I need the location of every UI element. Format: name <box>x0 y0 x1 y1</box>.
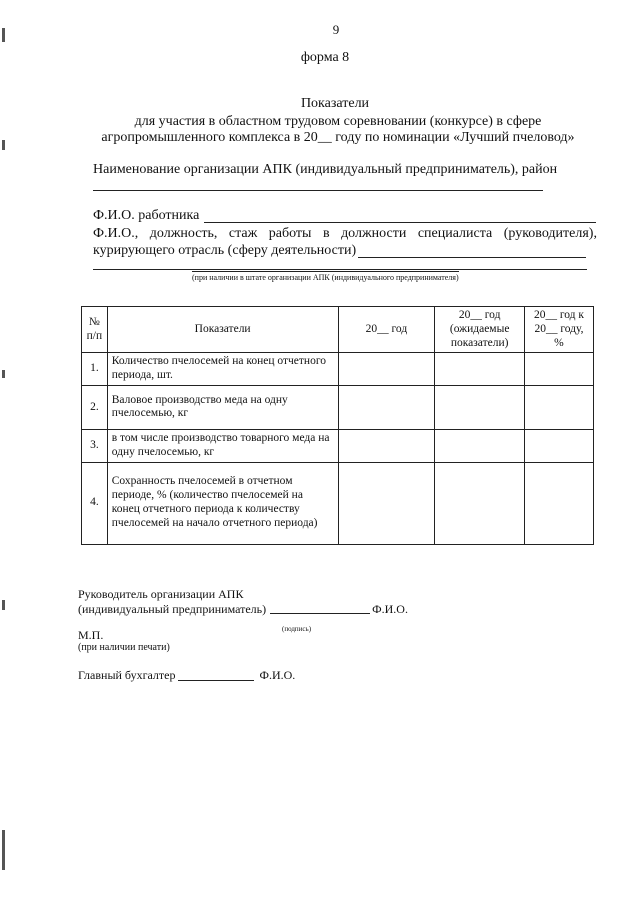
cell-year[interactable] <box>338 385 435 429</box>
position-word: Ф.И.О., <box>93 226 139 241</box>
position-note: (при наличии в штате организации АПК (индивидуального предпринимателя) <box>192 273 459 282</box>
scan-edge-mark <box>2 830 5 870</box>
document-title: Показатели <box>300 96 370 111</box>
scan-edge-mark <box>2 28 5 42</box>
position-field[interactable] <box>358 257 586 258</box>
table-row <box>82 429 594 462</box>
position-word: (руководителя), <box>503 226 597 241</box>
indicators-table <box>81 306 594 545</box>
cell-ratio[interactable] <box>524 462 593 544</box>
scan-edge-mark <box>2 370 5 378</box>
scan-edge-mark <box>2 600 5 610</box>
cell-ratio[interactable] <box>524 385 593 429</box>
position-word: в <box>322 226 330 241</box>
cell-expected[interactable] <box>435 353 525 386</box>
table-row <box>82 385 594 429</box>
position-word: стаж <box>228 226 258 241</box>
cell-ratio[interactable] <box>524 429 593 462</box>
stamp-label: М.П. <box>78 628 104 642</box>
head-entrepreneur-label: (индивидуальный предприниматель) <box>78 602 267 616</box>
form-label: форма 8 <box>300 50 350 65</box>
position-label-line-1 <box>93 226 597 242</box>
row-num: 3. <box>82 429 108 462</box>
cell-expected[interactable] <box>435 462 525 544</box>
scan-edge-mark <box>2 140 5 150</box>
position-word: должности <box>341 226 407 241</box>
row-indicator: Количество пчелосемей на конец отчетного периода, шт. <box>107 353 338 386</box>
position-label-line-2: курирующего отрасль (сферу деятельности) <box>93 243 357 258</box>
cell-year[interactable] <box>338 462 435 544</box>
header-year: 20__ год <box>338 307 435 353</box>
head-label-2 <box>78 602 408 617</box>
position-word: должность, <box>149 226 218 241</box>
header-ratio: 20__ год к 20__ году, % <box>524 307 593 353</box>
accountant-fio: Ф.И.О. <box>259 668 296 682</box>
row-indicator: Сохранность пчелосемей в отчетном периоде, % (количество пчелосемей на конец отчетного периода к количеству пчелосемей на начало отчетного периода) <box>107 462 338 544</box>
row-num: 1. <box>82 353 108 386</box>
header-expected: 20__ год (ожидаемые показатели) <box>435 307 525 353</box>
worker-name-field[interactable] <box>204 222 596 223</box>
head-signature-field[interactable] <box>270 613 370 614</box>
table-row <box>82 353 594 386</box>
row-num: 2. <box>82 385 108 429</box>
head-label: Руководитель организации АПК <box>78 587 244 601</box>
position-word: специалиста <box>417 226 493 241</box>
worker-name-label: Ф.И.О. работника <box>93 208 200 223</box>
cell-ratio[interactable] <box>524 353 593 386</box>
accountant-title: Главный бухгалтер <box>78 668 176 682</box>
org-name-field[interactable] <box>93 190 543 191</box>
row-num: 4. <box>82 462 108 544</box>
head-fio-label: Ф.И.О. <box>372 602 408 616</box>
cell-expected[interactable] <box>435 385 525 429</box>
position-word: работы <box>268 226 312 241</box>
cell-expected[interactable] <box>435 429 525 462</box>
title-line-3: агропромышленного комплекса в 20__ году по номинации «Лучший пчеловод» <box>101 130 575 145</box>
cell-year[interactable] <box>338 353 435 386</box>
position-field-extra[interactable] <box>93 269 587 270</box>
org-name-label: Наименование организации АПК (индивидуальный предприниматель), район <box>93 162 558 177</box>
stamp-note: (при наличии печати) <box>78 642 170 653</box>
row-indicator: Валовое производство меда на одну пчелосемью, кг <box>107 385 338 429</box>
accountant-signature-field[interactable] <box>178 680 254 681</box>
header-indicator: Показатели <box>107 307 338 353</box>
cell-year[interactable] <box>338 429 435 462</box>
title-line-2: для участия в областном трудовом соревновании (конкурсе) в сфере <box>134 114 542 129</box>
table-header-row <box>82 307 594 353</box>
header-num: № п/п <box>82 307 108 353</box>
signature-note: (подпись) <box>282 625 312 633</box>
row-indicator: в том числе производство товарного меда на одну пчелосемью, кг <box>107 429 338 462</box>
table-row <box>82 462 594 544</box>
page-number: 9 <box>332 22 340 37</box>
